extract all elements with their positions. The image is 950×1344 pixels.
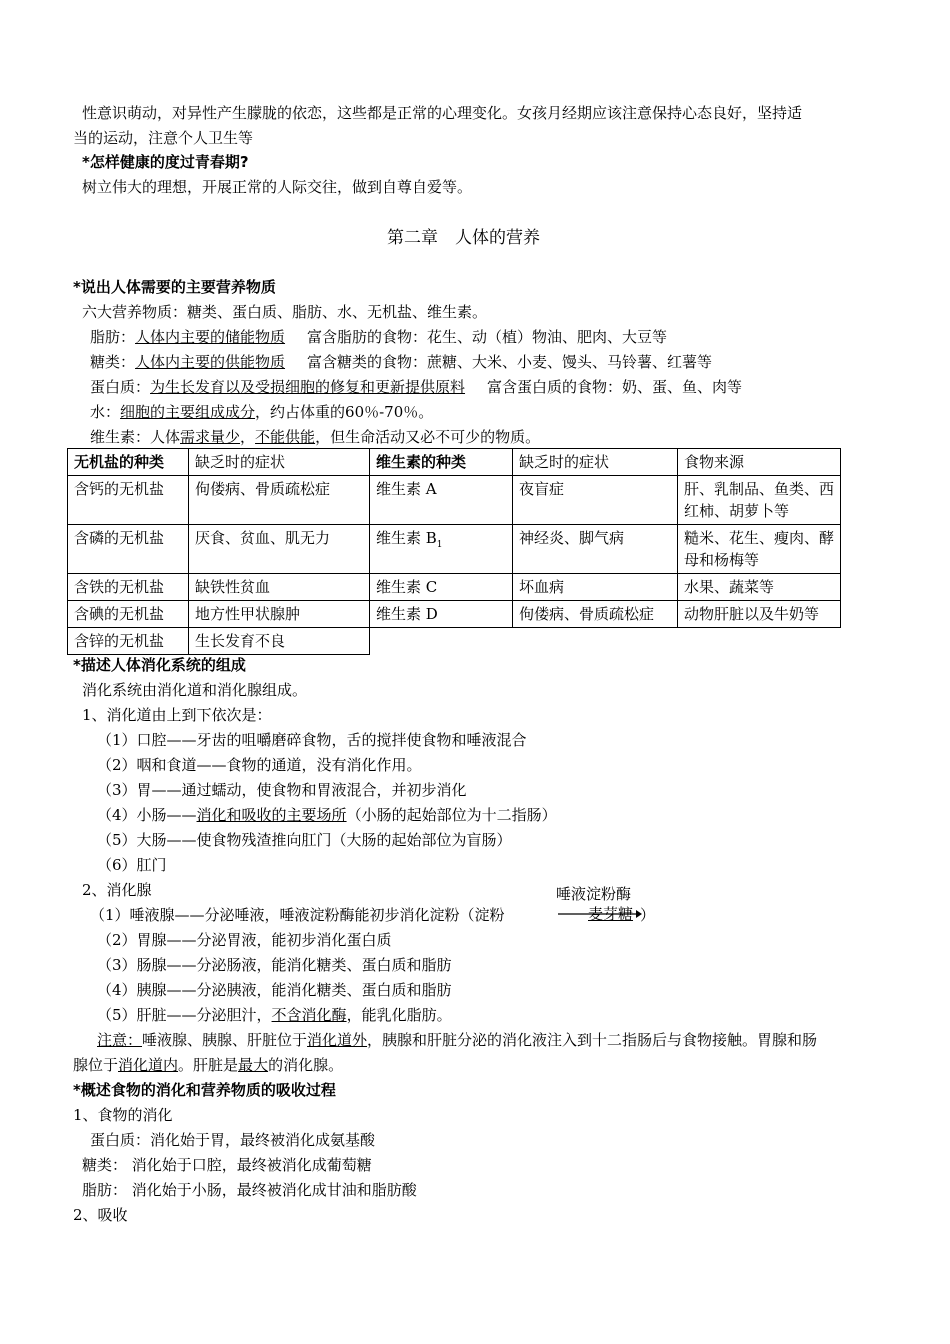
water-rest: ，约占体重的60％-70％。 (255, 403, 434, 421)
intro-line-2: 当的运动，注意个人卫生等 (73, 129, 254, 147)
tract-item: （3）胃——通过蠕动，使食物和胃液混合，并初步消化 (97, 781, 467, 799)
small-intestine-role: 消化和吸收的主要场所 (196, 806, 347, 824)
sugar-role: 人体内主要的供能物质 (135, 353, 286, 371)
table-cell: 糙米、花生、瘦肉、酵母和杨梅等 (678, 525, 841, 574)
table-header: 维生素的种类 (370, 449, 513, 476)
gland-item-close: ） (640, 906, 656, 924)
sugar-label: 糖类： (90, 353, 136, 371)
table-cell: 含碘的无机盐 (68, 601, 189, 628)
table-cell: 含锌的无机盐 (68, 628, 189, 655)
table-cell: 坏血病 (513, 574, 678, 601)
digestion-protein: 蛋白质：消化始于胃，最终被消化成氨基酸 (90, 1131, 376, 1149)
intro-line-1: 性意识萌动，对异性产生朦胧的依恋，这些都是正常的心理变化。女孩月经期应该注意保持心态良好，坚持适 (82, 104, 803, 122)
table-row (68, 628, 841, 655)
table-row (68, 525, 841, 574)
fat-role: 人体内主要的储能物质 (135, 328, 286, 346)
table-cell: 生长发育不良 (189, 628, 370, 655)
six-nutrients: 六大营养物质：糖类、蛋白质、脂肪、水、无机盐、维生素。 (82, 303, 488, 321)
tract-item-text: （小肠的起始部位为十二指肠） (346, 806, 557, 824)
vitamin-comma: ， (240, 428, 256, 446)
chapter-title: 第二章 人体的营养 (387, 228, 540, 248)
table-cell: 含铁的无机盐 (68, 574, 189, 601)
table-row (68, 601, 841, 628)
fat-line (90, 327, 667, 347)
tract-item-text: （4）小肠—— (97, 806, 197, 824)
tract-item: （2）咽和食道——食物的通道，没有消化作用。 (97, 756, 422, 774)
absorption-sub2: 2、吸收 (73, 1206, 128, 1224)
vitamin-rest: ，但生命活动又必不可少的物质。 (315, 428, 541, 446)
note-largest: 最大 (238, 1056, 269, 1074)
protein-line (90, 377, 742, 397)
table-cell: 地方性甲状腺肿 (189, 601, 370, 628)
table-header: 食物来源 (678, 449, 841, 476)
table-cell: 夜盲症 (513, 476, 678, 525)
table-cell: 厌食、贫血、肌无力 (189, 525, 370, 574)
water-line (90, 402, 433, 422)
table-cell: 缺铁性贫血 (189, 574, 370, 601)
gland-item: （2）胃腺——分泌胃液，能初步消化蛋白质 (97, 931, 392, 949)
table-header-row (68, 449, 841, 476)
table-cell: 维生素 D (370, 601, 513, 628)
table-row (68, 574, 841, 601)
protein-role: 为生长发育以及受损细胞的修复和更新提供原料 (150, 378, 466, 396)
table-cell: 动物肝脏以及牛奶等 (678, 601, 841, 628)
mineral-vitamin-table (67, 448, 841, 655)
nutrients-heading: *说出人体需要的主要营养物质 (73, 278, 276, 296)
note-text: 。肝脏是 (178, 1056, 239, 1074)
table-header: 缺乏时的症状 (189, 449, 370, 476)
tract-item: （1）口腔——牙齿的咀嚼磨碎食物，舌的搅拌使食物和唾液混合 (97, 731, 527, 749)
gland-item-text: ，能乳化脂肪。 (346, 1006, 452, 1024)
no-enzyme: 不含消化酶 (271, 1006, 347, 1024)
vitamin-b-label: 维生素 B (376, 529, 437, 547)
note-text: 腺位于 (73, 1056, 119, 1074)
intro-line-3: 树立伟大的理想，开展正常的人际交往，做到自尊自爱等。 (82, 178, 473, 196)
digestive-heading: *描述人体消化系统的组成 (73, 656, 246, 674)
protein-foods: 富含蛋白质的食物：奶、蛋、鱼、肉等 (487, 378, 743, 396)
table-cell: 水果、蔬菜等 (678, 574, 841, 601)
vitamin-line (90, 427, 540, 447)
fat-label: 脂肪： (90, 328, 136, 346)
note-label: 注意： (97, 1031, 143, 1049)
vitamin-nosupply: 不能供能 (255, 428, 316, 446)
table-cell: 维生素 A (370, 476, 513, 525)
digestion-heading: *概述食物的消化和营养物质的吸收过程 (73, 1081, 336, 1099)
table-header: 缺乏时的症状 (513, 449, 678, 476)
digestion-fat: 脂肪： 消化始于小肠，最终被消化成甘油和脂肪酸 (82, 1181, 417, 1199)
table-cell: 含钙的无机盐 (68, 476, 189, 525)
enzyme-label: 唾液淀粉酶 (556, 885, 632, 903)
sugar-line (90, 352, 712, 372)
gland-item-text: （5）肝脏——分泌胆汁， (97, 1006, 272, 1024)
enzyme-reaction (556, 884, 646, 924)
digestion-sub1: 1、食物的消化 (73, 1106, 173, 1124)
product-label: 麦芽糖 (588, 905, 634, 923)
tract-item: （5）大肠——使食物残渣推向肛门（大肠的起始部位为盲肠） (97, 831, 512, 849)
protein-label: 蛋白质： (90, 378, 151, 396)
gland-title: 2、消化腺 (82, 881, 152, 899)
vitamin-label: 维生素：人体 (90, 428, 181, 446)
note-outside: 消化道外 (307, 1031, 368, 1049)
sugar-foods: 富含糖类的食物：蔗糖、大米、小麦、馒头、马铃薯、红薯等 (307, 353, 713, 371)
tract-item: （6）肛门 (97, 856, 167, 874)
gland-item (97, 1005, 452, 1025)
gland-item: （3）肠腺——分泌肠液，能消化糖类、蛋白质和脂肪 (97, 956, 452, 974)
vitamin-b-subscript: 1 (436, 540, 443, 550)
table-cell: 肝、乳制品、鱼类、西红柿、胡萝卜等 (678, 476, 841, 525)
gland-item: （1）唾液腺——分泌唾液，唾液淀粉酶能初步消化淀粉（淀粉 (90, 906, 505, 924)
table-row (68, 476, 841, 525)
digestion-sugar: 糖类： 消化始于口腔，最终被消化成葡萄糖 (82, 1156, 372, 1174)
table-header: 无机盐的种类 (68, 449, 189, 476)
note-inside: 消化道内 (118, 1056, 179, 1074)
gland-item: （4）胰腺——分泌胰液，能消化糖类、蛋白质和脂肪 (97, 981, 452, 999)
table-cell: 佝偻病、骨质疏松症 (189, 476, 370, 525)
table-cell (370, 525, 513, 574)
note-text: 的消化腺。 (268, 1056, 344, 1074)
tract-title: 1、消化道由上到下依次是： (82, 706, 272, 724)
tract-item (97, 805, 557, 825)
water-label: 水： (90, 403, 121, 421)
digestive-intro: 消化系统由消化道和消化腺组成。 (82, 681, 308, 699)
vitamin-need: 需求量少 (180, 428, 241, 446)
table-cell: 维生素 C (370, 574, 513, 601)
table-cell: 神经炎、脚气病 (513, 525, 678, 574)
note-text: ，胰腺和肝脏分泌的消化液注入到十二指肠后与食物接触。胃腺和肠 (367, 1031, 818, 1049)
note-text: 唾液腺、胰腺、肝脏位于 (142, 1031, 308, 1049)
note-line-1 (97, 1030, 817, 1050)
note-line-2 (73, 1055, 343, 1075)
water-role: 细胞的主要组成成分 (120, 403, 256, 421)
table-cell: 含磷的无机盐 (68, 525, 189, 574)
puberty-heading: *怎样健康的度过青春期? (82, 153, 249, 171)
table-cell: 佝偻病、骨质疏松症 (513, 601, 678, 628)
fat-foods: 富含脂肪的食物：花生、动（植）物油、肥肉、大豆等 (307, 328, 668, 346)
